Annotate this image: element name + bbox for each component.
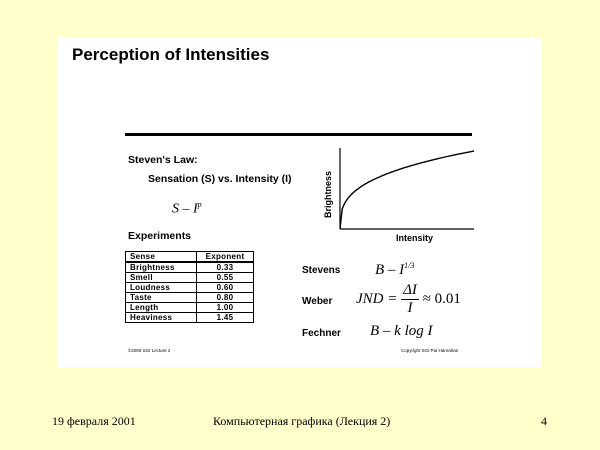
- table-cell-sense: Brightness: [126, 262, 197, 273]
- weber-numerator: ΔI: [403, 282, 417, 298]
- title-rule: [125, 133, 472, 136]
- stevens-law-subheading: Sensation (S) vs. Intensity (I): [148, 173, 292, 185]
- table-row: [126, 293, 254, 303]
- exponents-table: [125, 251, 254, 323]
- table-cell-sense: Heaviness: [126, 313, 197, 323]
- brightness-intensity-graph: [318, 143, 478, 243]
- table-row: [126, 283, 254, 293]
- graph-y-label: Brightness: [323, 170, 333, 218]
- table-cell-exponent: 1.00: [197, 303, 254, 313]
- stevens-law-heading: Steven's Law:: [128, 154, 198, 166]
- table-row: [126, 313, 254, 323]
- table-row: [126, 303, 254, 313]
- table-cell-sense: Smell: [126, 273, 197, 283]
- weber-rhs: ≈ 0.01: [422, 290, 461, 307]
- table-header-row: [126, 252, 254, 263]
- table-cell-exponent: 0.33: [197, 262, 254, 273]
- footer-course: Компьютерная графика (Лекция 2): [213, 414, 391, 428]
- table-row: [126, 273, 254, 283]
- stevens-label: Stevens: [302, 265, 341, 276]
- table-cell-sense: Loudness: [126, 283, 197, 293]
- footer-date: 19 февраля 2001: [52, 414, 136, 428]
- table-cell-exponent: 0.60: [197, 283, 254, 293]
- stevens-lhs: B – I: [375, 262, 405, 278]
- formula-base: S – I: [172, 201, 198, 217]
- weber-equation: [356, 282, 461, 317]
- table-cell-exponent: 0.55: [197, 273, 254, 283]
- formula-exponent: p: [197, 200, 202, 209]
- power-law-curve: [340, 151, 474, 229]
- graph-x-label: Intensity: [396, 233, 434, 243]
- table-row: [126, 262, 254, 273]
- stevens-exponent: 1/3: [404, 261, 415, 270]
- weber-label: Weber: [302, 296, 333, 307]
- weber-denominator: I: [407, 300, 413, 316]
- power-law-formula: [172, 200, 202, 218]
- footer-page-number: 4: [541, 414, 547, 428]
- table-cell-exponent: 1.45: [197, 313, 254, 323]
- copyright-right: Copyright SGI Pat Hanrahan: [401, 348, 459, 353]
- experiments-heading: Experiments: [128, 230, 192, 242]
- stevens-equation: [375, 261, 414, 279]
- fechner-label: Fechner: [302, 328, 341, 339]
- copyright-left: ©2000 SGI Lecture 2: [128, 348, 171, 353]
- table-cell-sense: Length: [126, 303, 197, 313]
- table-header-exponent: Exponent: [197, 252, 254, 263]
- weber-lhs: JND =: [356, 290, 398, 307]
- fechner-equation: B – k log I: [370, 323, 433, 339]
- table-cell-exponent: 0.80: [197, 293, 254, 303]
- table-cell-sense: Taste: [126, 293, 197, 303]
- weber-fraction: [401, 282, 419, 317]
- table-header-sense: Sense: [126, 252, 197, 263]
- slide-title: Perception of Intensities: [72, 45, 270, 64]
